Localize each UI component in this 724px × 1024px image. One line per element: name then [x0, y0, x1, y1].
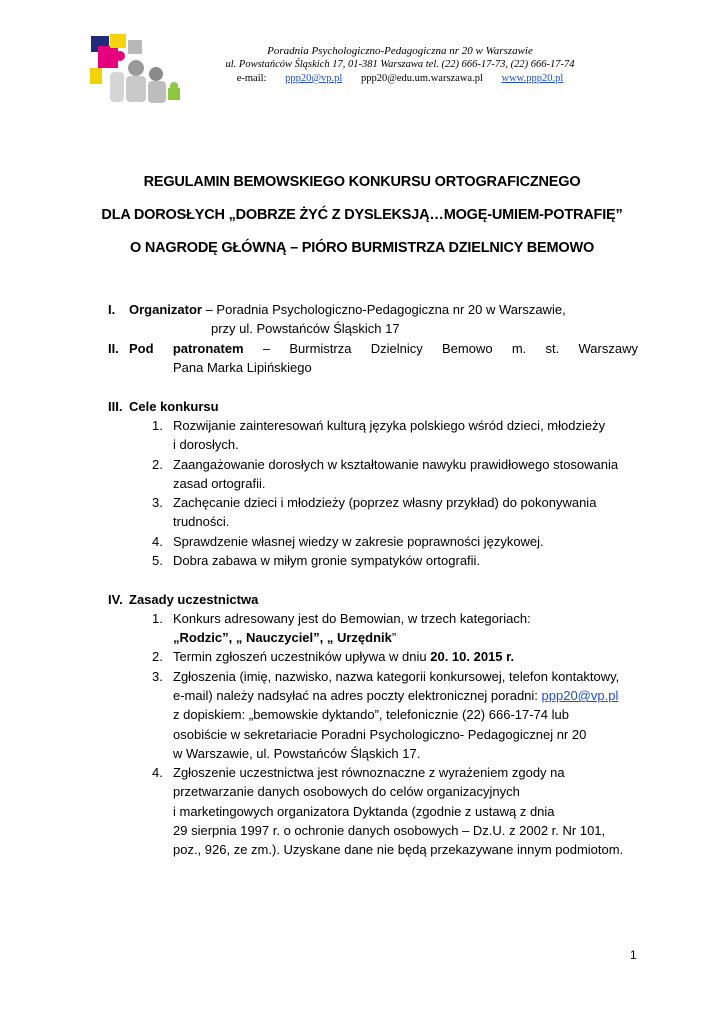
list-item-text: Zachęcanie dzieci i młodzieży (poprzez własny przykład) do pokonywania — [173, 495, 597, 510]
document-title-line-1: REGULAMIN BEMOWSKIEGO KONKURSU ORTOGRAFICZNEGO — [143, 174, 581, 190]
logo-puzzle-grey — [128, 40, 142, 54]
section-3-heading: Cele konkursu — [129, 399, 219, 414]
logo-puzzle-pink-knob — [115, 51, 125, 61]
website-link[interactable]: www.ppp20.pl — [501, 73, 564, 84]
list-item-text-cont: i marketingowych organizatora Dyktanda (zgodnie z ustawą z dnia — [173, 804, 555, 819]
list-item-text: Rozwijanie zainteresowań kulturą języka polskiego wśród dzieci, młodzieży — [173, 418, 606, 433]
list-item-text-cont: w Warszawie, ul. Powstańców Śląskich 17. — [173, 746, 421, 761]
logo-puzzle-pink — [98, 46, 118, 68]
list-item-number: 2. — [152, 649, 163, 664]
section-2-word: m. — [511, 341, 527, 356]
email-label: e-mail: — [236, 73, 267, 84]
list-item-text-cont: poz., 926, ze zm.). Uzyskane dane nie będą przekazywane innym podmiotom. — [173, 842, 624, 857]
section-3-number: III. — [108, 399, 123, 414]
categories-close-quote: ” — [391, 630, 397, 645]
list-item-text-cont: z dopiskiem: „bemowskie dyktando”, telefonicznie (22) 666-17-74 lub — [173, 707, 569, 722]
section-2-word: Dzielnicy — [370, 341, 423, 356]
section-4-heading: Zasady uczestnictwa — [129, 592, 259, 607]
section-1-number: I. — [108, 302, 116, 317]
logo-figure-head-1 — [128, 60, 144, 76]
section-2-word: st. — [545, 341, 560, 356]
section-2-word: Burmistrza — [289, 341, 352, 356]
list-item-number: 1. — [152, 611, 163, 626]
org-name: Poradnia Psychologiczno-Pedagogiczna nr 20 w Warszawie — [267, 45, 533, 57]
list-item-text-cont: trudności. — [173, 514, 230, 529]
list-item-number: 4. — [152, 534, 163, 549]
document-title-line-2: DLA DOROSŁYCH „DOBRZE ŻYĆ Z DYSLEKSJĄ…MOGĘ-UMIEM-POTRAFIĘ” — [101, 207, 623, 223]
list-item-number: 4. — [152, 765, 163, 780]
section-1-line — [129, 301, 566, 320]
logo-figure-body-1 — [126, 76, 146, 102]
section-1-text: – Poradnia Psychologiczno-Pedagogiczna nr 20 w Warszawie, — [201, 302, 566, 317]
deadline-text: Termin zgłoszeń uczestników upływa w dniu — [173, 649, 431, 664]
section-2-label-a: Pod — [129, 341, 154, 356]
list-item-text-cont: przetwarzanie danych osobowych do celów organizacyjnych — [173, 784, 520, 799]
page-number: 1 — [630, 948, 637, 962]
list-item-text: Sprawdzenie własnej wiedzy w zakresie poprawności językowej. — [173, 534, 544, 549]
categories-line — [173, 629, 396, 648]
list-item-text: Zgłoszenia (imię, nazwisko, nazwa kategorii konkursowej, telefon kontaktowy, — [173, 669, 620, 684]
list-item-number: 3. — [152, 669, 163, 684]
section-2-word: Bemowo — [441, 341, 493, 356]
deadline-date: 20. 10. 2015 r. — [430, 649, 515, 664]
section-2-word: – — [262, 341, 271, 356]
logo-puzzle-yellow-small — [90, 68, 102, 84]
list-item-text-cont: 29 sierpnia 1997 r. o ochronie danych osobowych – Dz.U. z 2002 r. Nr 101, — [173, 823, 606, 838]
list-item-text-cont: osobiście w sekretariacie Poradni Psychologiczno- Pedagogicznej nr 20 — [173, 727, 587, 742]
list-item-text: Konkurs adresowany jest do Bemowian, w trzech kategoriach: — [173, 611, 531, 626]
section-2-patron-name: Pana Marka Lipińskiego — [173, 360, 312, 375]
deadline-line — [173, 648, 514, 667]
submission-text: e-mail) należy nadsyłać na adres poczty elektronicznej poradni: — [173, 688, 542, 703]
list-item-number: 2. — [152, 457, 163, 472]
list-item-text: Zaangażowanie dorosłych w kształtowanie nawyku prawidłowego stosowania — [173, 457, 619, 472]
list-item-text-cont: i dorosłych. — [173, 437, 239, 452]
list-item-text: Dobra zabawa w miłym gronie sympatyków ortografii. — [173, 553, 481, 568]
email-2: ppp20@edu.um.warszawa.pl — [360, 73, 483, 84]
letterhead — [150, 44, 650, 86]
list-item-number: 5. — [152, 553, 163, 568]
list-item-text: Zgłoszenie uczestnictwa jest równoznaczne z wyrażeniem zgody na — [173, 765, 565, 780]
section-2-word: Warszawy — [578, 341, 638, 356]
org-address: ul. Powstańców Śląskich 17, 01-381 Warszawa tel. (22) 666-17-73, (22) 666-17-74 — [225, 59, 575, 70]
contact-line — [150, 72, 650, 86]
section-2-line — [129, 340, 638, 359]
list-item-number: 3. — [152, 495, 163, 510]
logo-figure-body-3 — [110, 72, 124, 102]
email-link-1[interactable]: ppp20@vp.pl — [285, 73, 343, 84]
list-item-text-cont: zasad ortografii. — [173, 476, 266, 491]
submission-email-link[interactable]: ppp20@vp.pl — [541, 688, 619, 703]
submission-email-line — [173, 687, 618, 706]
section-2-label-b: patronatem — [172, 341, 244, 356]
categories-bold: „Rodzic”, „ Nauczyciel”, „ Urzędnik — [173, 630, 392, 645]
section-2-number: II. — [108, 341, 119, 356]
section-1-address: przy ul. Powstańców Śląskich 17 — [211, 321, 400, 336]
section-4-number: IV. — [108, 592, 123, 607]
list-item-number: 1. — [152, 418, 163, 433]
logo-puzzle-yellow — [110, 34, 126, 48]
document-title-line-3: O NAGRODĘ GŁÓWNĄ – PIÓRO BURMISTRZA DZIELNICY BEMOWO — [129, 240, 595, 256]
section-1-label: Organizator — [129, 302, 202, 317]
